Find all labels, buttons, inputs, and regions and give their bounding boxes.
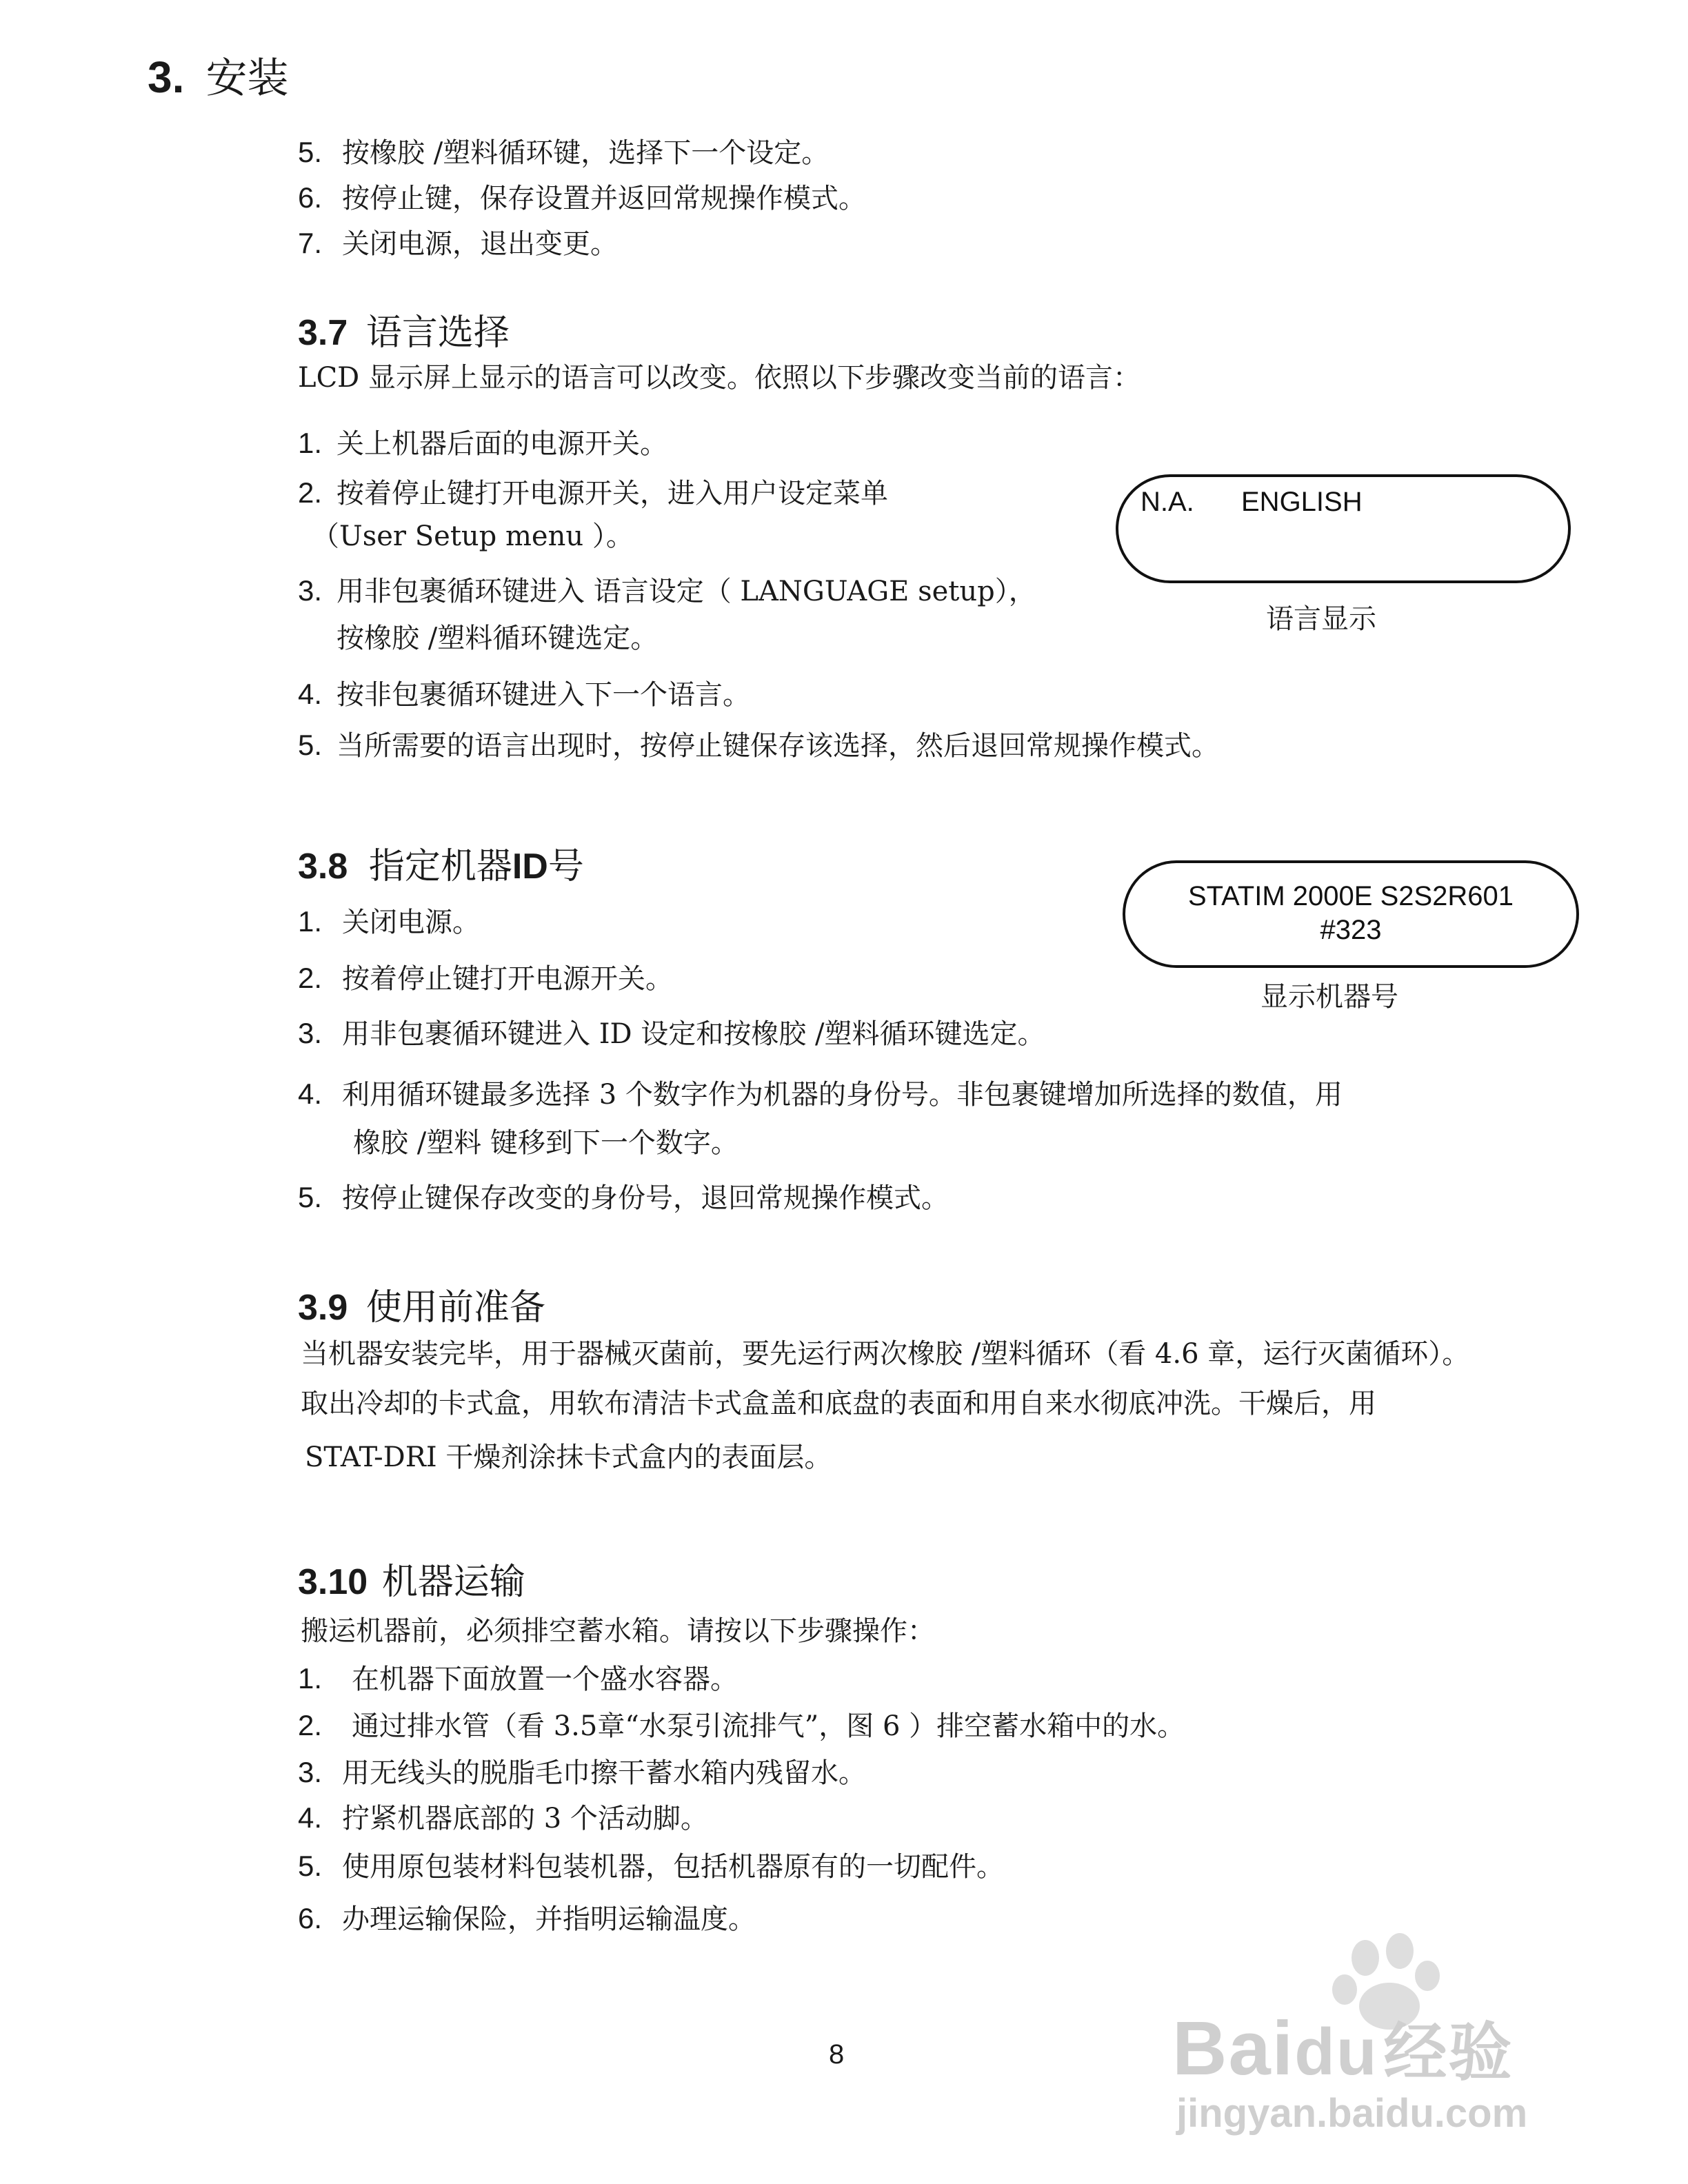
chapter-number: 3. xyxy=(148,52,185,102)
list-item: 4. 利用循环键最多选择 3 个数字作为机器的身份号。非包裹键增加所选择的数值，用 xyxy=(298,1078,1343,1111)
list-item: 6. 办理运输保险，并指明运输温度。 xyxy=(298,1902,756,1935)
section-3-10-intro: 搬运机器前，必须排空蓄水箱。请按以下步骤操作： xyxy=(301,1615,935,1647)
watermark-url: jingyan.baidu.com xyxy=(1176,2091,1528,2136)
lcd-model-text: STATIM 2000E S2S2R601 xyxy=(1187,881,1514,911)
lcd-id-text: #323 xyxy=(1320,915,1382,945)
page-number: 8 xyxy=(829,2039,845,2070)
list-item: 5. 当所需要的语言出现时，按停止键保存该选择，然后退回常规操作模式。 xyxy=(298,729,1219,762)
lcd-language-display xyxy=(1116,474,1571,583)
watermark xyxy=(1172,1930,1600,2137)
list-item-continuation: 橡胶 /塑料 键移到下一个数字。 xyxy=(353,1127,738,1159)
list-item: 2. 按着停止键打开电源开关。 xyxy=(298,962,673,995)
section-3-10-heading: 3.10 机器运输 xyxy=(298,1561,525,1603)
lcd-region-text: N.A. xyxy=(1141,487,1194,517)
paragraph: 当机器安装完毕，用于器械灭菌前，要先运行两次橡胶 /塑料循环（看 4.6 章，运行灭菌循环）。 xyxy=(301,1338,1470,1370)
lcd-language-text: ENGLISH xyxy=(1241,487,1363,517)
list-item: 4. 拧紧机器底部的 3 个活动脚。 xyxy=(298,1801,708,1834)
list-item-continuation: 按橡胶 /塑料循环键选定。 xyxy=(336,623,659,654)
lcd-machine-id-caption: 显示机器号 xyxy=(1260,981,1398,1013)
section-3-8-heading: 3.8 指定机器ID号 xyxy=(298,846,584,887)
list-item: 5. 按停止键保存改变的身份号，退回常规操作模式。 xyxy=(298,1181,949,1214)
list-item: 3. 用非包裹循环键进入 语言设定（ LANGUAGE setup）， xyxy=(298,574,1036,607)
list-item: 1. 在机器下面放置一个盛水容器。 xyxy=(298,1662,738,1695)
paragraph: STAT-DRI 干燥剂涂抹卡式盒内的表面层。 xyxy=(305,1442,832,1473)
list-item: 3. 用非包裹循环键进入 ID 设定和按橡胶 /塑料循环键选定。 xyxy=(298,1017,1045,1050)
chapter-title: 安装 xyxy=(205,54,289,103)
watermark-brand: Baidu经验 xyxy=(1172,2006,1514,2091)
list-item: 7. 关闭电源，退出变更。 xyxy=(298,227,618,260)
section-3-9-heading: 3.9 使用前准备 xyxy=(298,1287,545,1328)
list-item: 1. 关上机器后面的电源开关。 xyxy=(298,427,667,460)
paragraph: 取出冷却的卡式盒，用软布清洁卡式盒盖和底盘的表面和用自来水彻底冲洗。干燥后，用 xyxy=(301,1388,1376,1419)
lcd-language-caption: 语言显示 xyxy=(1266,603,1376,635)
list-item-continuation: （User Setup menu ）。 xyxy=(312,520,634,552)
chapter-header xyxy=(148,46,288,105)
section-3-7-heading: 3.7 语言选择 xyxy=(298,312,510,354)
list-item: 3. 用无线头的脱脂毛巾擦干蓄水箱内残留水。 xyxy=(298,1756,866,1789)
list-item: 1. 关闭电源。 xyxy=(298,905,480,938)
list-item: 4. 按非包裹循环键进入下一个语言。 xyxy=(298,678,750,711)
list-item: 2. 按着停止键打开电源开关，进入用户设定菜单 xyxy=(298,476,888,509)
list-item: 5. 使用原包装材料包装机器，包括机器原有的一切配件。 xyxy=(298,1850,1004,1883)
section-3-7-intro: LCD 显示屏上显示的语言可以改变。依照以下步骤改变当前的语言： xyxy=(298,362,1141,394)
list-item: 2. 通过排水管（看 3.5章“水泵引流排气”，图 6 ）排空蓄水箱中的水。 xyxy=(298,1709,1185,1742)
list-item: 6. 按停止键，保存设置并返回常规操作模式。 xyxy=(298,181,866,214)
lcd-machine-id-display xyxy=(1123,860,1579,968)
list-item: 5. 按橡胶 /塑料循环键，选择下一个设定。 xyxy=(298,136,830,169)
